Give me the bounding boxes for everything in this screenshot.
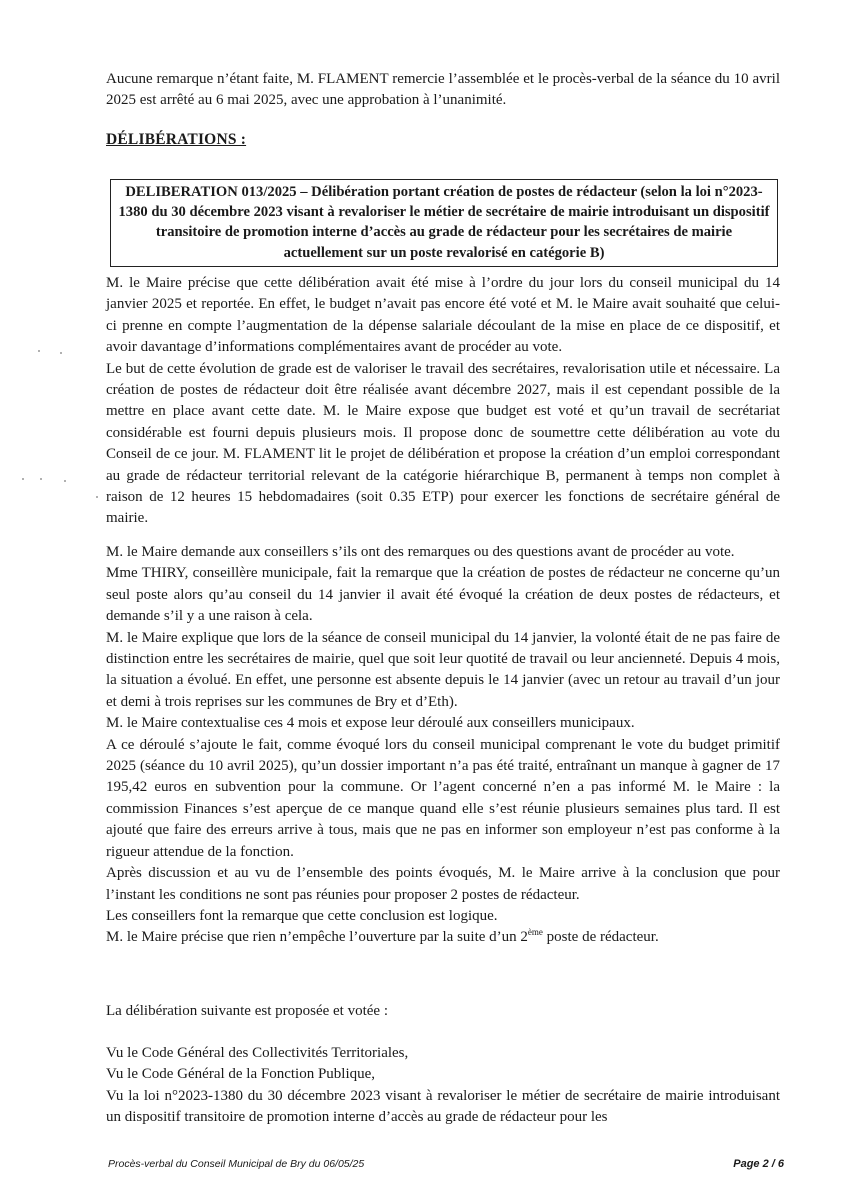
scan-speck: [38, 350, 40, 352]
paragraph-line: Le but de cette évolution de grade est de valoriser le travail des secrétaires, revalorisation utile et nécessaire. La création de postes de rédacteur doit être réalisée avant décembre 2027, mais il est cependant possible de la mettre en place avant cette date. M. le Maire expose que budget est voté et qu’un travail de secrétariat considérable est fourni depuis plusieurs mois. Il propose donc de soumettre cette délibération au vote du Conseil de ce jour. M. FLAMENT lit le projet de délibération et propose la création d’un emploi correspondant au grade de rédacteur territorial relevant de la catégorie hiérarchique B, permanent à temps non complet à raison de 12 heures 15 hebdomadaires (soit 0.35 ETP) pour exercer les fonctions de secrétaire général de mairie.: [106, 360, 780, 527]
vu-item: Vu la loi n°2023-1380 du 30 décembre 2023 visant à revaloriser le métier de secrétaire de mairie introduisant un dispositif transitoire de promotion interne d’accès au grade de rédacteur pour les: [106, 1087, 780, 1126]
deliberation-title-box: [110, 179, 778, 267]
last-line-text-end: poste de rédacteur.: [542, 929, 659, 946]
superscript: ème: [527, 927, 543, 938]
vu-item: Vu le Code Général de la Fonction Publique,: [106, 1066, 376, 1083]
deliberation-title: DELIBERATION 013/2025 – Délibération portant création de postes de rédacteur (selon la loi n°2023-1380 du 30 décembre 2023 visant à revaloriser le métier de secrétaire de mairie introduisant un dispositif transitoire de promotion interne d’accès au grade de rédacteur pour les secrétaires de mairie actuellement sur un poste revalorisé en catégorie B): [118, 184, 770, 261]
scan-speck: [64, 480, 66, 482]
paragraph-line: M. le Maire contextualise ces 4 mois et expose leur déroulé aux conseillers municipaux.: [106, 715, 635, 732]
vu-list: [106, 1043, 780, 1129]
scan-speck: [40, 478, 42, 480]
scan-speck: [22, 478, 24, 480]
paragraph-line-last: [106, 927, 780, 948]
scan-speck: [60, 352, 62, 354]
vu-item: Vu le Code Général des Collectivités Territoriales,: [106, 1045, 409, 1061]
paragraph-line: A ce déroulé s’ajoute le fait, comme évoqué lors du conseil municipal comprenant le vote du budget primitif 2025 (séance du 10 avril 2025), qu’un dossier important n’a pas été traité, entraînant un manque à gagner de 17 195,42 euros en subvention pour la commune. Or l’agent concerné n’en a pas informé M. le Maire : la commission Finances s’est aperçue de ce manque quand elle s’est réunie plusieurs semaines plus tard. Il est ajouté que faire des erreurs arrive à tous, mais que ne pas en informer son employeur n’est pas conforme à la rigueur attendue de la fonction.: [106, 736, 780, 860]
paragraph-line: M. le Maire précise que cette délibération avait été mise à l’ordre du jour lors du conseil municipal du 14 janvier 2025 et reportée. En effet, le budget n’avait pas encore été voté et M. le Maire avait souhaité que celui-ci prenne en compte l’augmentation de la dépense salariale découlant de la mise en place de ce dispositif, et avoir davantage d’informations complémentaires avant de procéder au vote.: [106, 275, 780, 356]
footer-page-number: Page 2 / 6: [733, 1158, 784, 1170]
section-heading: DÉLIBÉRATIONS :: [106, 131, 247, 148]
footer-document-title: Procès-verbal du Conseil Municipal de Bry du 06/05/25: [108, 1158, 365, 1170]
paragraph-context: [106, 273, 780, 530]
paragraph-line: M. le Maire explique que lors de la séance de conseil municipal du 14 janvier, la volonté était de ne pas faire de distinction entre les secrétaires de mairie, quel que soit leur quotité de travail ou leur ancienneté. Depuis 4 mois, la situation a évolué. En effet, une personne est absente depuis le 14 janvier (avec un retour au travail d’un jour et demi à trois reprises sur les communes de Bry et d’Eth).: [106, 629, 780, 710]
last-line-text: M. le Maire précise que rien n’empêche l’ouverture par la suite d’un 2: [106, 929, 528, 946]
scan-speck: [96, 496, 98, 498]
intro-paragraph: Aucune remarque n’étant faite, M. FLAMENT remercie l’assemblée et le procès-verbal de la séance du 10 avril 2025 est arrêté au 6 mai 2025, avec une approbation à l’unanimité.: [106, 71, 780, 109]
paragraph-line: M. le Maire demande aux conseillers s’ils ont des remarques ou des questions avant de procéder au vote.: [106, 544, 735, 560]
paragraph-line: Après discussion et au vu de l’ensemble des points évoqués, M. le Maire arrive à la conclusion que pour l’instant les conditions ne sont pas réunies pour proposer 2 postes de rédacteur.: [106, 865, 780, 903]
paragraph-line: Mme THIRY, conseillère municipale, fait la remarque que la création de postes de rédacteur ne concerne qu’un seul poste alors qu’au conseil du 14 janvier il avait été évoqué la création de deux postes de rédacteurs, et demande s’il y a une raison à cela.: [106, 565, 780, 625]
paragraph-discussion: [106, 542, 780, 949]
paragraph-line: Les conseillers font la remarque que cette conclusion est logique.: [106, 907, 498, 924]
vote-intro: La délibération suivante est proposée et votée :: [106, 1003, 388, 1019]
